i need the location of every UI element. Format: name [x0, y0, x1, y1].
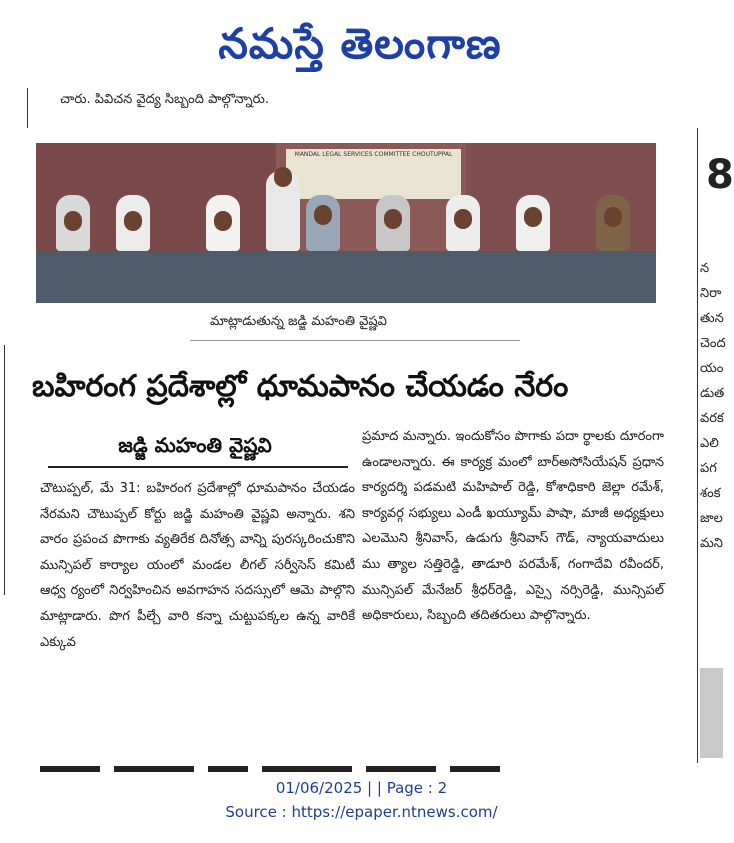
article-column-2 — [362, 424, 664, 729]
left-column-rule — [27, 88, 28, 128]
person-head — [314, 205, 332, 225]
right-line: నిరా — [700, 286, 722, 301]
article-column-1 — [40, 476, 355, 726]
right-column-rule — [697, 128, 698, 763]
person-head — [124, 211, 142, 231]
article-column-1-text: చౌటుప్పల్, మే 31: బహిరంగ ప్రదేశాల్లో ధూమపానం చేయడం నేరమని చౌటుప్పల్ కోర్టు జడ్జి మహంతి వైష్ణవి అన్నారు. శని వారం ప్రపంచ పొగాకు వ్యతిరేక దినోత్స వాన్ని పురస్కరించుకొని మున్సిపల్ కార్యాల యంలో మండల లీగల్ సర్వీసెస్ కమిటీ ఆధ్వ ర్యంలో నిర్వహించిన అవగాహన సదస్సులో ఆమె పాల్గొని మాట్లాడారు. పొగ పీల్చే వారి కన్నా చుట్టుపక్కల ఉన్న వారికే ఎక్కువ — [40, 481, 355, 650]
right-photo-fragment — [700, 668, 723, 758]
photo-table — [36, 251, 656, 303]
photo-caption: మాట్లాడుతున్న జడ్జి మహంతి వైష్ణవి — [210, 314, 387, 329]
right-line: యం — [700, 361, 724, 376]
byline-underline — [48, 466, 348, 468]
right-column-strip — [700, 256, 726, 696]
event-photo — [36, 143, 656, 303]
person-head — [524, 207, 542, 227]
right-line: చెంద — [700, 336, 726, 351]
right-line: పగ — [700, 461, 717, 476]
masthead — [0, 0, 723, 86]
right-line: వరక — [700, 411, 724, 426]
person-head — [64, 211, 82, 231]
person-head — [454, 209, 472, 229]
right-line: డుత — [700, 386, 725, 401]
right-line: మని — [700, 536, 723, 551]
caption-rule — [190, 340, 520, 341]
footer-source[interactable]: Source : https://epaper.ntnews.com/ — [225, 803, 498, 821]
page-footer — [0, 776, 723, 824]
right-line: ఎలి — [700, 436, 719, 451]
article-headline: బహిరంగ ప్రదేశాల్లో ధూమపానం చేయడం నేరం — [32, 369, 569, 404]
photo-banner-text: MANDAL LEGAL SERVICES COMMITTEE CHOUTUPPAL — [294, 151, 453, 158]
person-head — [604, 207, 622, 227]
person-head — [214, 211, 232, 231]
person-head — [384, 209, 402, 229]
right-line: జాల — [700, 511, 723, 526]
article-left-rule — [4, 345, 5, 595]
person-head — [274, 167, 292, 187]
right-line: న — [700, 261, 710, 276]
right-headline-fragment: 8 — [706, 152, 734, 198]
right-line: శంక — [700, 486, 721, 501]
article-column-2-text: ప్రమాద మన్నారు. ఇందుకోసం పొగాకు పదా ర్థాలకు దూరంగా ఉండాలన్నారు. ఈ కార్యక్ర మంలో బార్‌అసోసియేషన్ ప్రధాన కార్యదర్శి పడమటి మహిపాల్ రెడ్డి, కోశాధికారి జెల్లా రమేశ్, కార్యవర్గ సభ్యులు ఎండీ ఖయ్యూమ్ పాషా, మాజీ అధ్యక్షులు ఎలమొని శ్రీనివాస్, ఉడుగు శ్రీనివాస్ గౌడ్, న్యాయవాదులు ము త్యాల సత్తిరెడ్డి, తాడూరి పరమేశ్, గంగాదేవి రవీందర్, మున్సిపల్ మేనేజర్ శ్రీధర్‌రెడ్డి, ఎస్సై నర్సిరెడ్డి, మున్సిపల్ అధికారులు, సిబ్బంది తదితరులు పాల్గొన్నారు. — [362, 429, 664, 624]
top-cut-text: చారు. పివిచన వైద్య సిబ్బంది పాల్గొన్నారు. — [60, 92, 269, 107]
right-line: తున — [700, 311, 724, 326]
bottom-cut-headline — [40, 757, 640, 763]
footer-date-page: 01/06/2025 | | Page : 2 — [275, 779, 448, 797]
photo-banner — [286, 149, 461, 199]
newspaper-logo: నమస్తే తెలంగాణ — [218, 19, 502, 68]
article-byline: జడ్జి మహంతి వైష్ణవి — [118, 433, 272, 457]
